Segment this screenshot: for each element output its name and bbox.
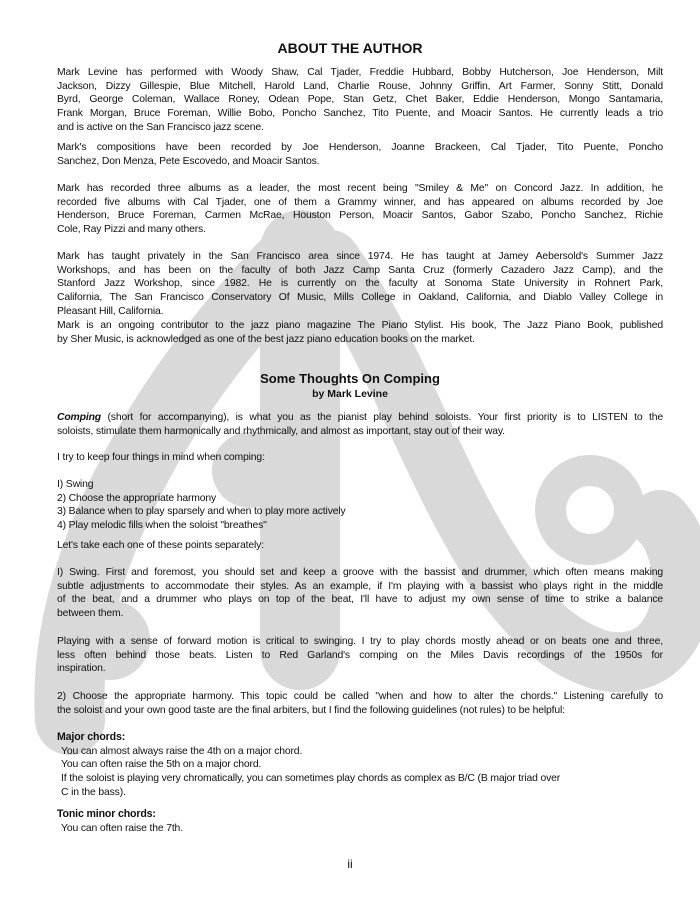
text-line: less often behind those beats. Listen to Red Garland's comping on the Miles Davis recordings of the 1950s for [57,649,663,661]
text-line: Byrd, George Coleman, Wallace Roney, Odean Pope, Stan Getz, Chet Baker, Eddie Henderson, Mongo Santamaria, [57,94,663,106]
text-line: Mark is an ongoing contributor to the jazz piano magazine The Piano Stylist. His book, The Jazz Piano Book, published [57,320,663,331]
essay-paragraph [57,635,663,676]
text-line: Let's take each one of these points separately: [57,540,264,551]
essay-paragraph [57,566,663,621]
text-line: I try to keep four things in mind when comping: [57,452,265,463]
essay-paragraph [57,690,663,717]
text-line: Mark has recorded three albums as a leader, the most recent being "Smiley & Me" on Concord Jazz. In addition, he [57,183,663,194]
text-line: I) Swing [57,479,94,490]
text-line: the soloist and your own good taste are the final arbiters, but I find the following guidelines (not rules) to be helpful: [57,704,565,716]
text-line: 3) Balance when to play sparsely and when to play more actively [57,506,346,518]
about-paragraph [57,250,663,318]
line-text: (short for accompanying), is what you as the pianist play behind soloists. Your first priority is to LISTEN to the [100,412,663,423]
about-paragraph [57,182,663,237]
text-line: C in the bass). [61,786,126,798]
text-line: soloists, stimulate them harmonically and rhythmically, and almost as important, stay out of their way. [57,425,505,437]
page-title: ABOUT THE AUTHOR [277,40,423,56]
text-line: You can often raise the 5th on a major chord. [61,759,262,771]
text-line: between them. [57,608,124,620]
text-line: Frank Morgan, Bruce Foreman, Willie Bobo, Poncho Sanchez, Tito Puente, and Moacir Santos. He currently leads a trio [57,108,663,120]
text-line: 2) Choose the appropriate harmony [57,492,217,504]
text-line: If the soloist is playing very chromatically, you can sometimes play chords as complex as B/C (B major triad over [61,773,561,785]
text-line: You can almost always raise the 4th on a major chord. [61,745,303,757]
text-line: Stanford Jazz Workshop, since 1982. He is currently on the faculty at Sonoma State University in Rohnert Park, [57,278,663,290]
essay-paragraph [57,478,663,533]
text-line: I) Swing. First and foremost, you should set and keep a groove with the bassist and drummer, which often means making [57,567,663,578]
essay-byline: by Mark Levine [312,388,388,400]
text-line: recorded five albums with Cal Tjader, one of them a Grammy winner, and has appeared on albums recorded by Joe [57,196,663,208]
page-number: ii [347,857,353,871]
text-line: 2) Choose the appropriate harmony. This topic could be called "when and how to alter the chords." Listening carefully to [57,691,663,702]
essay-title: Some Thoughts On Comping [260,371,440,386]
text-line: California, The San Francisco Conservatory Of Music, Mills College in Oakland, California, and Diablo Valley College in [57,292,663,304]
text-line: Jackson, Dizzy Gillespie, Blue Mitchell, Harold Land, Charlie Rouse, Johnny Griffin, Art Farmer, Sonny Stitt, Donald [57,80,663,92]
text-line: Cole, Ray Pizzi and many others. [57,224,206,236]
text-line: Mark Levine has performed with Woody Shaw, Cal Tjader, Freddie Hubbard, Bobby Hutcherson, Joe Henderson, Milt [57,67,663,78]
text-line: Mark has taught privately in the San Francisco area since 1974. He has taught at Jamey Aebersold's Summer Jazz [57,251,663,262]
text-line: by Sher Music, is acknowledged as one of the best jazz piano education books on the market. [57,333,475,345]
text-line: Mark's compositions have been recorded by Joe Henderson, Joanne Brackeen, Cal Tjader, Tito Puente, Poncho [57,142,663,153]
text-line: You can often raise the 7th. [61,822,183,834]
text-line: Pleasant Hill, California. [57,305,164,317]
essay-paragraph [57,411,663,438]
essay-paragraph [57,539,663,553]
text-line: subtle adjustments to accommodate their styles. As an example, if I'm playing with a bassist who plays right in the middle [57,580,663,592]
text-line: Sanchez, Don Menza, Pete Escovedo, and Moacir Santos. [57,155,320,167]
text-line: Playing with a sense of forward motion is critical to swinging. I try to play chords mostly ahead or on beats one and three, [57,636,663,647]
text-line: of the beat, and a drummer who plays on top of the beat, I'll have to adjust my own sense of time to strike a balance [57,594,663,606]
about-paragraph [57,66,663,134]
text-line: Workshops, and has been on the faculty of both Jazz Camp Santa Cruz (formerly Cazadero Jazz Camp), and the [57,264,663,276]
tonic-minor-section [57,808,663,835]
text-line: and is active on the San Francisco jazz scene. [57,121,264,133]
major-chords-section [57,731,663,799]
section-heading: Tonic minor chords: [57,808,156,820]
section-heading: Major chords: [57,731,126,743]
text-line: 4) Play melodic fills when the soloist "breathes" [57,520,267,532]
text-line: inspiration. [57,663,106,675]
text-line: Henderson, Bruce Foreman, Carmen McRae, Houston Person, Moacir Santos, Gabor Szabo, Poncho Sanchez, Richie [57,210,663,222]
about-paragraph [57,319,663,346]
about-paragraph [57,141,663,168]
essay-paragraph [57,451,663,465]
text-line [57,411,663,425]
term-emphasis: Comping [57,412,101,423]
